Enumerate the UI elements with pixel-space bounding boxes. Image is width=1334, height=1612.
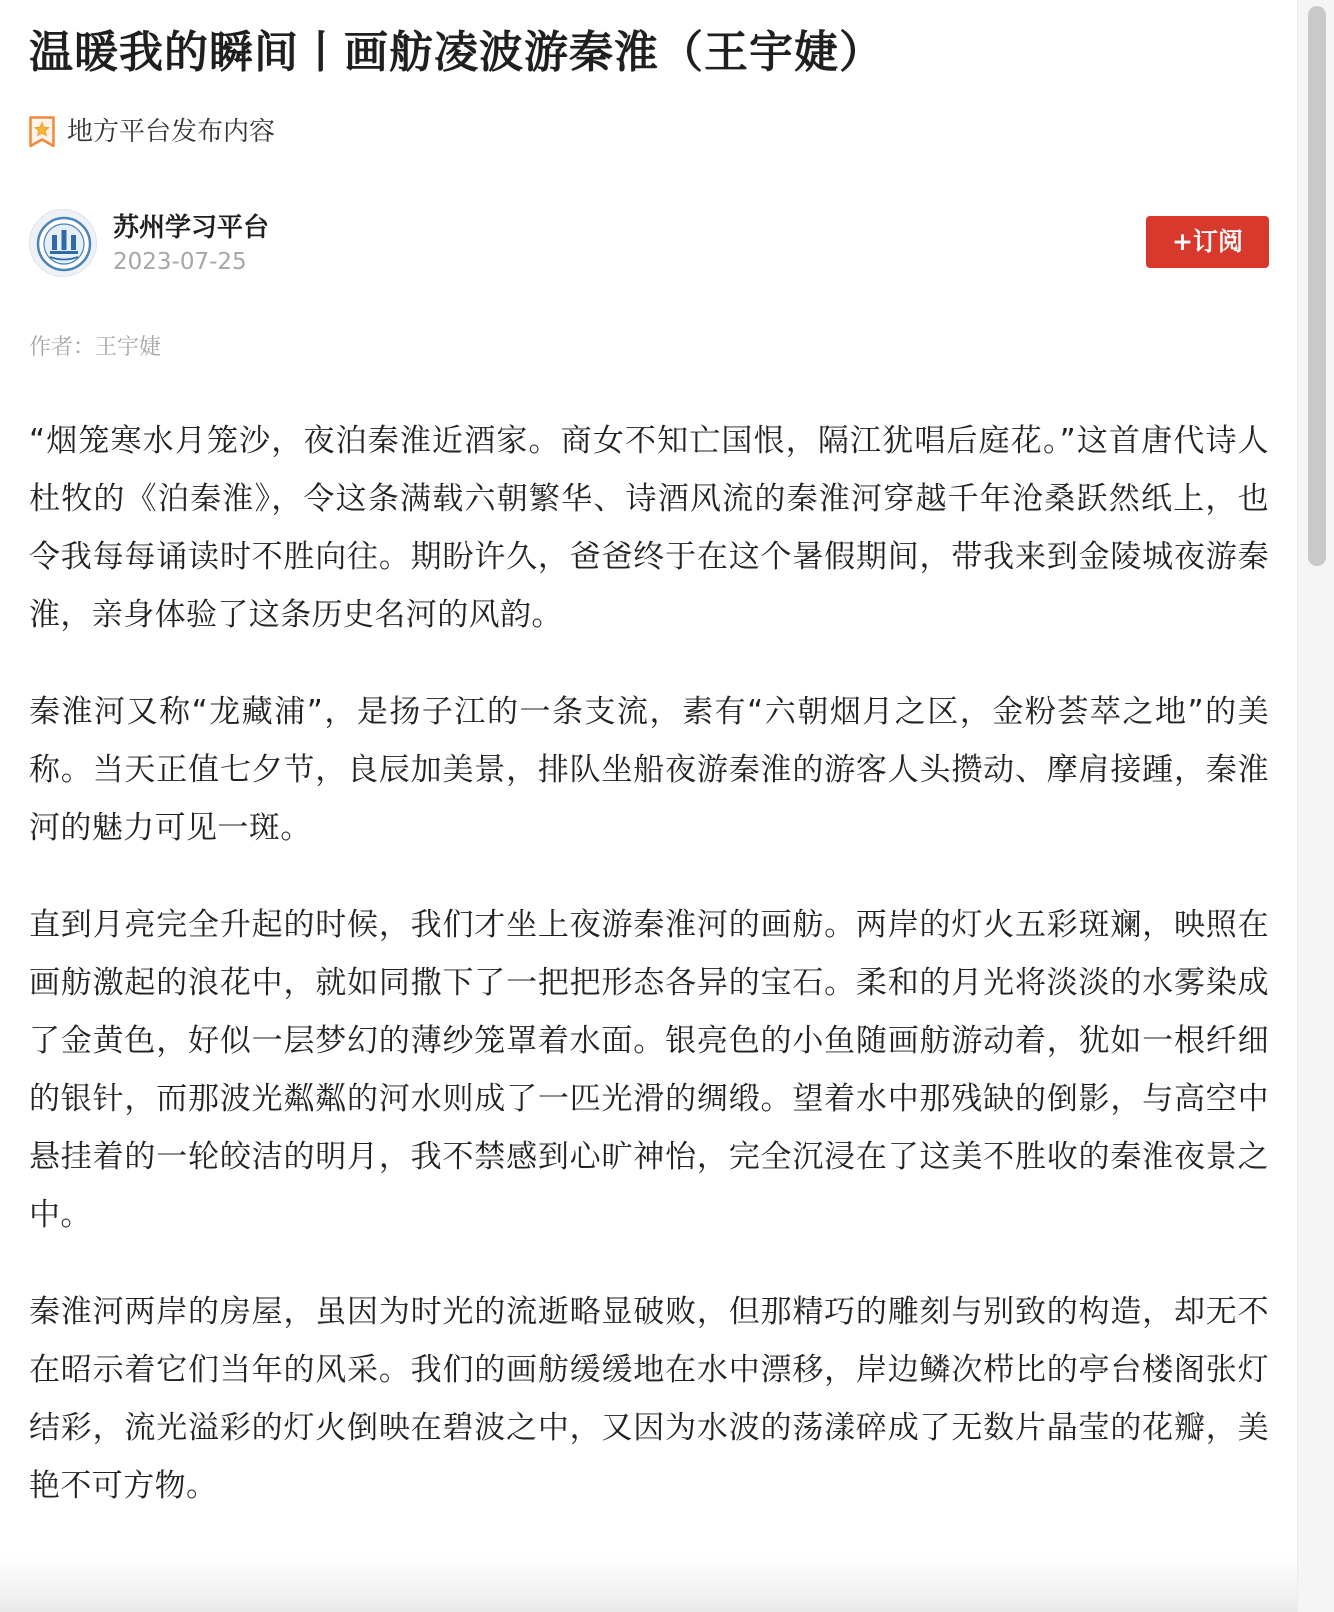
- publisher-avatar[interactable]: [29, 209, 97, 277]
- article-body: [29, 412, 1269, 1554]
- scrollbar-track[interactable]: [1297, 0, 1334, 1612]
- paragraph: 秦淮河又称“龙藏浦”，是扬子江的一条支流，素有“六朝烟月之区，金粉荟萃之地”的美称。当天正值七夕节，良辰加美景，排队坐船夜游秦淮的游客人头攒动、摩肩接踵，秦淮河的魅力可见一斑。: [29, 694, 1269, 846]
- scrollbar-thumb[interactable]: [1308, 6, 1326, 566]
- article-byline: 作者：王宇婕: [29, 335, 162, 360]
- paragraph: 秦淮河两岸的房屋，虽因为时光的流逝略显破败，但那精巧的雕刻与别致的构造，却无不在昭示着它们当年的风采。我们的画舫缓缓地在水中漂移，岸边鳞次栉比的亭台楼阁张灯结彩，流光溢彩的灯火倒映在碧波之中，又因为水波的荡漾碎成了无数片晶莹的花瓣，美艳不可方物。: [29, 1294, 1269, 1504]
- paragraph: 直到月亮完全升起的时候，我们才坐上夜游秦淮河的画舫。两岸的灯火五彩斑斓，映照在画舫激起的浪花中，就如同撒下了一把把形态各异的宝石。柔和的月光将淡淡的水雾染成了金黄色，好似一层梦幻的薄纱笼罩着水面。银亮色的小鱼随画舫游动着，犹如一根纤细的银针，而那波光粼粼的河水则成了一匹光滑的绸缎。望着水中那残缺的倒影，与高空中悬挂着的一轮皎洁的明月，我不禁感到心旷神怡，完全沉浸在了这美不胜收的秦淮夜景之中。: [29, 907, 1269, 1233]
- publisher-name[interactable]: 苏州学习平台: [113, 213, 270, 243]
- bottom-fade: [0, 1554, 1298, 1612]
- subscribe-button[interactable]: +订阅: [1146, 216, 1269, 268]
- publish-date: 2023-07-25: [113, 249, 247, 275]
- article-title: 温暖我的瞬间丨画舫凌波游秦淮（王宇婕）: [29, 27, 884, 78]
- source-row: [29, 114, 275, 150]
- star-badge-icon: [29, 116, 55, 148]
- publisher-logo-icon: [30, 210, 98, 278]
- publisher-row: [29, 207, 1269, 279]
- source-label: 地方平台发布内容: [67, 117, 276, 147]
- paragraph: “烟笼寒水月笼沙，夜泊秦淮近酒家。商女不知亡国恨，隔江犹唱后庭花。”这首唐代诗人杜牧的《泊秦淮》，令这条满载六朝繁华、诗酒风流的秦淮河穿越千年沧桑跃然纸上，也令我每每诵读时不胜向往。期盼许久，爸爸终于在这个暑假期间，带我来到金陵城夜游秦淮，亲身体验了这条历史名河的风韵。: [29, 423, 1269, 633]
